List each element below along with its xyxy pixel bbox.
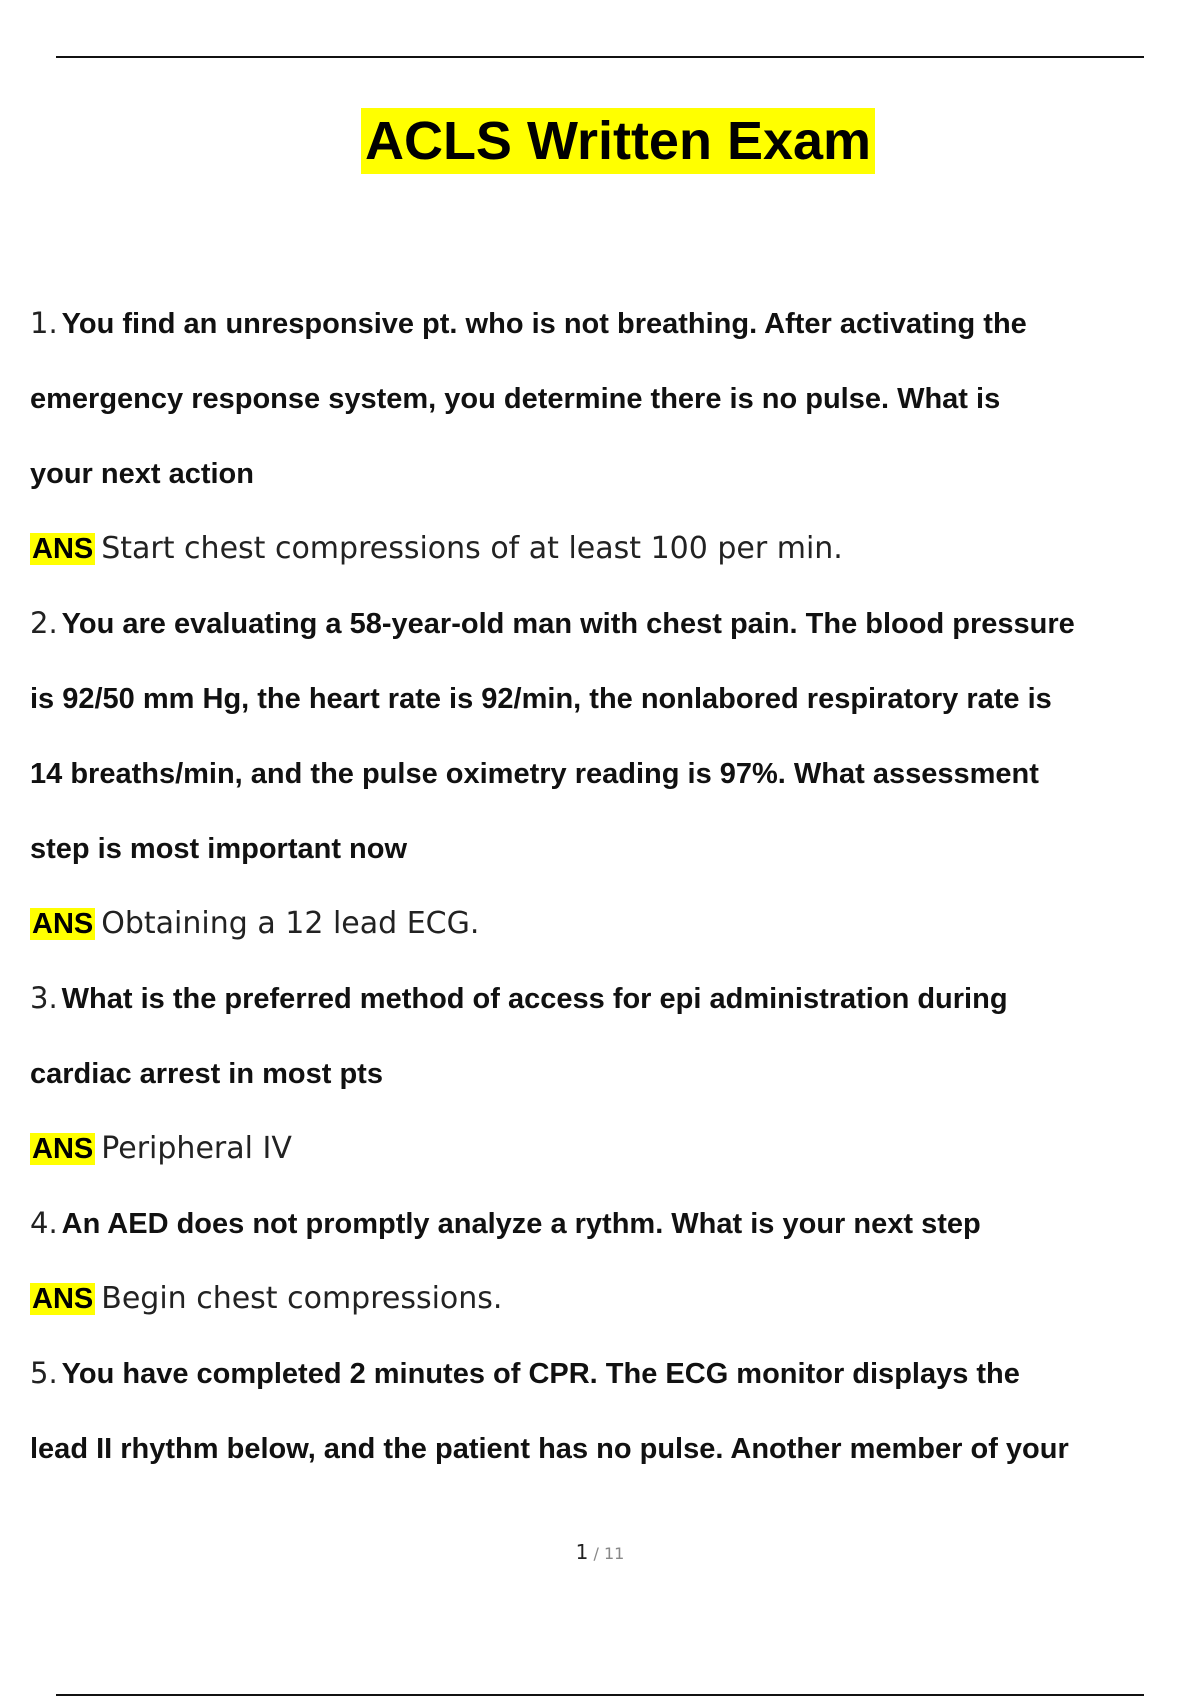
question-text: emergency response system, you determine there is no pulse. What is <box>30 383 1001 415</box>
question-text: An AED does not promptly analyze a rythm. What is your next step <box>61 1208 981 1240</box>
question-text: What is the preferred method of access for epi administration during <box>61 983 1008 1015</box>
question-text: cardiac arrest in most pts <box>30 1058 383 1090</box>
question-text: is 92/50 mm Hg, the heart rate is 92/min, the nonlabored respiratory rate is <box>30 683 1052 715</box>
question-line <box>30 965 1190 1040</box>
top-rule <box>56 56 1144 58</box>
question-line <box>30 1340 1190 1415</box>
question-number: 2. <box>30 606 58 640</box>
page-total: / 11 <box>593 1544 625 1563</box>
question-line <box>30 1190 1190 1265</box>
answer-label: ANS <box>32 1133 94 1165</box>
answer-line <box>30 890 1190 965</box>
page-current: 1 <box>575 1540 589 1564</box>
question-text: your next action <box>30 458 254 490</box>
question-text: step is most important now <box>30 833 408 865</box>
question-line <box>30 1040 1190 1115</box>
answer-label: ANS <box>32 533 94 565</box>
question-number: 5. <box>30 1356 58 1390</box>
question-text: lead II rhythm below, and the patient has no pulse. Another member of your <box>30 1433 1069 1465</box>
document-title: ACLS Written Exam <box>361 108 875 174</box>
question-text: You are evaluating a 58-year-old man with chest pain. The blood pressure <box>61 608 1075 640</box>
answer-text: Begin chest compressions. <box>101 1281 503 1316</box>
question-line <box>30 665 1190 740</box>
question-number: 4. <box>30 1206 58 1240</box>
question-number: 3. <box>30 981 58 1015</box>
answer-label: ANS <box>32 908 94 940</box>
question-line <box>30 365 1190 440</box>
answer-line <box>30 1115 1190 1190</box>
answer-label: ANS <box>32 1283 94 1315</box>
question-text: 14 breaths/min, and the pulse oximetry reading is 97%. What assessment <box>30 758 1039 790</box>
question-number: 1. <box>30 306 58 340</box>
title-block <box>0 108 1200 174</box>
answer-line <box>30 515 1190 590</box>
answer-text: Obtaining a 12 lead ECG. <box>101 906 480 941</box>
question-text: You have completed 2 minutes of CPR. The ECG monitor displays the <box>61 1358 1020 1390</box>
question-line <box>30 740 1190 815</box>
question-line <box>30 290 1190 365</box>
question-line <box>30 1415 1190 1490</box>
question-line <box>30 440 1190 515</box>
question-list <box>30 290 1190 1490</box>
question-line <box>30 815 1190 890</box>
answer-line <box>30 1265 1190 1340</box>
page-number <box>0 1540 1200 1564</box>
answer-text: Start chest compressions of at least 100 per min. <box>101 531 843 566</box>
question-text: You find an unresponsive pt. who is not breathing. After activating the <box>61 308 1027 340</box>
bottom-rule <box>56 1694 1144 1696</box>
answer-text: Peripheral IV <box>101 1131 292 1166</box>
question-line <box>30 590 1190 665</box>
